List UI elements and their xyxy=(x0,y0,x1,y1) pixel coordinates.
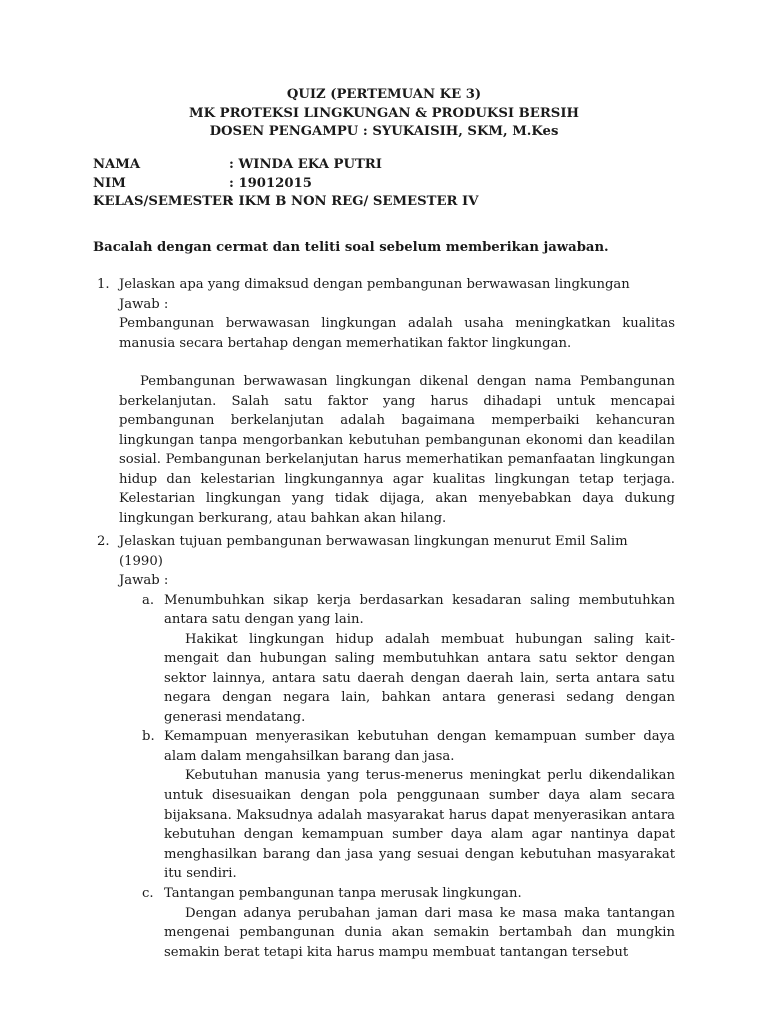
answer-item-a xyxy=(142,591,675,728)
item-letter: b. xyxy=(142,729,155,745)
question-number: 1. xyxy=(97,277,110,292)
item-title: Tantangan pembangunan tanpa merusak lingkungan. xyxy=(164,886,522,902)
identity-key: NIM xyxy=(93,175,126,191)
header-course: MK PROTEKSI LINGKUNGAN & PRODUKSI BERSIH xyxy=(189,105,579,121)
question-1 xyxy=(93,275,675,528)
item-title: Menumbuhkan sikap kerja berdasarkan kesadaran saling membutuhkan antara satu dengan yang lain. xyxy=(164,592,675,627)
identity-value: : IKM B NON REG/ SEMESTER IV xyxy=(229,194,479,209)
answer-item-c xyxy=(142,884,675,962)
header-title: QUIZ (PERTEMUAN KE 3) xyxy=(286,87,482,102)
quiz-header xyxy=(0,86,768,142)
student-identity xyxy=(93,155,478,211)
header-lecturer: DOSEN PENGAMPU : SYUKAISIH, SKM, M.Kes xyxy=(209,124,559,139)
answer-paragraph: Pembangunan berwawasan lingkungan adalah usaha meningkatkan kualitas manusia secara bertahap dengan memerhatikan faktor lingkungan. xyxy=(119,316,675,351)
identity-value: : 19012015 xyxy=(229,175,312,191)
identity-value: : WINDA EKA PUTRI xyxy=(229,157,382,172)
item-letter: a. xyxy=(142,592,155,608)
answer-paragraph: Pembangunan berwawasan lingkungan dikenal dengan nama Pembangunan berkelanjutan. Salah satu faktor yang harus dihadapi untuk mencapai pembangunan berkelanjutan adalah bagaimana memperbaiki kehancuran lingkungan tanpa mengorbankan kebutuhan pembangunan ekonomi dan keadilan sosial. Pembangunan berkelanjutan harus memerhatikan pemanfaatan lingkungan hidup dan kelestarian lingkungannya agar kualitas lingkungan tetap terjaga. Kelestarian lingkungan yang tidak dijaga, akan menyebabkan daya dukung lingkungan berkurang, atau bahkan akan hilang. xyxy=(119,374,675,526)
item-text: Dengan adanya perubahan jaman dari masa ke masa maka tantangan mengenai pembangunan dunia akan semakin bertambah dan mungkin semakin berat tetapi kita harus mampu membuat tantangan tersebut xyxy=(164,905,675,960)
item-title: Kemampuan menyerasikan kebutuhan dengan kemampuan sumber daya alam dalam mengahsilkan barang dan jasa. xyxy=(164,729,675,764)
jawab-label: Jawab : xyxy=(119,573,169,588)
question-2 xyxy=(93,532,675,962)
question-text: Jelaskan apa yang dimaksud dengan pembangunan berwawasan lingkungan xyxy=(119,277,630,292)
item-text: Kebutuhan manusia yang terus-menerus meningkat perlu dikendalikan untuk disesuaikan dengan pola penggunaan sumber daya alam secara bijaksana. Maksudnya adalah masyarakat harus dapat menyerasikan antara kebutuhan dengan kemampuan sumber daya alam agar nantinya dapat menghasilkan barang dan jasa yang sesuai dengan kebutuhan masyarakat itu sendiri. xyxy=(164,768,675,882)
identity-row-nama xyxy=(93,155,478,174)
instruction: Bacalah dengan cermat dan teliti soal sebelum memberikan jawaban. xyxy=(93,240,609,255)
answer-item-b xyxy=(142,727,675,884)
item-letter: c. xyxy=(142,886,154,902)
identity-row-kelas xyxy=(93,192,478,211)
identity-key: NAMA xyxy=(93,157,141,172)
identity-key: KELAS/SEMESTER xyxy=(93,194,233,209)
question-text: Jelaskan tujuan pembangunan berwawasan lingkungan menurut Emil Salim (1990) xyxy=(119,534,628,569)
question-number: 2. xyxy=(97,534,110,549)
item-text: Hakikat lingkungan hidup adalah membuat hubungan saling kait-mengait dan hubungan saling membutuhkan antara satu sektor dengan sektor lainnya, antara satu daerah dengan daerah lain, serta antara satu negara dengan negara lain, bahkan antara generasi sedang dengan generasi mendatang. xyxy=(164,631,675,725)
identity-row-nim xyxy=(93,174,478,193)
jawab-label: Jawab : xyxy=(119,296,169,312)
